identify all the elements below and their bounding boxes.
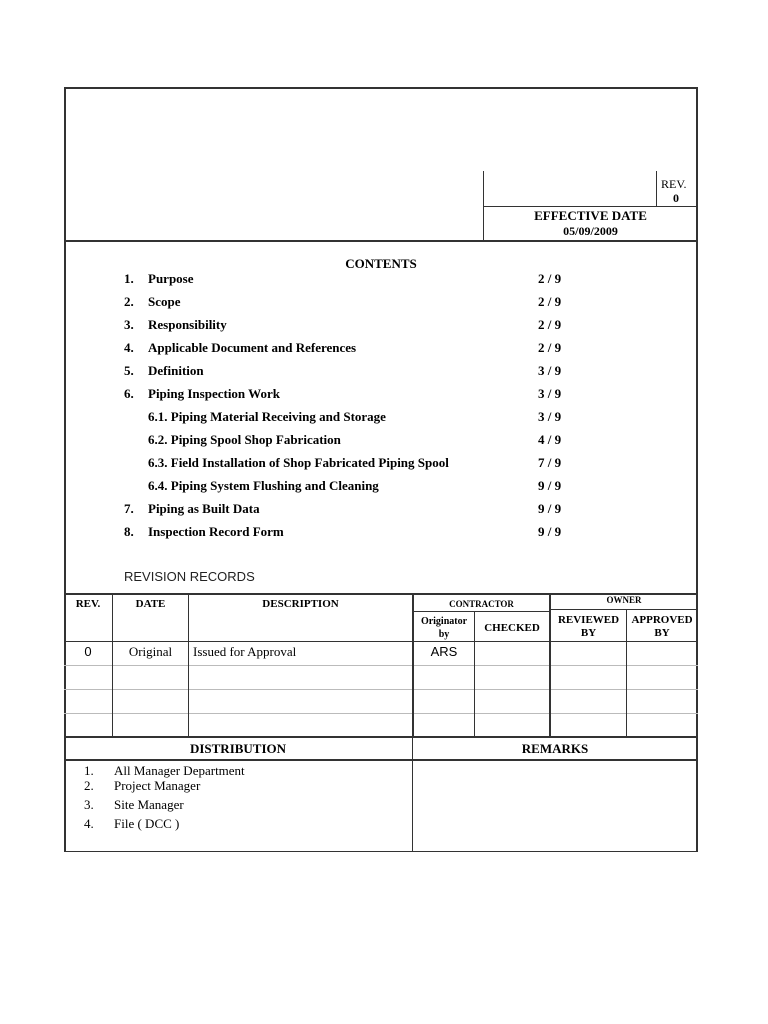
toc-item-num: 4. — [124, 340, 134, 355]
toc-item-title: Applicable Document and References — [148, 340, 357, 355]
col-header-originator-by: by — [438, 629, 450, 640]
toc-item-num: 8. — [124, 524, 134, 539]
toc-item-page: 2 / 9 — [538, 340, 562, 355]
col-header-contractor: CONTRACTOR — [449, 599, 514, 609]
distribution-header-bottom — [64, 759, 698, 761]
toc-item-num: 1. — [124, 271, 134, 286]
col-header-originator: Originator — [420, 616, 468, 627]
toc-item-title: Inspection Record Form — [148, 524, 284, 539]
col-divider — [112, 594, 113, 737]
toc-item-num: 3. — [124, 317, 134, 332]
toc-item-title: Scope — [148, 294, 181, 309]
col-header-description: DESCRIPTION — [262, 598, 339, 610]
toc-item-page: 2 / 9 — [538, 317, 562, 332]
effective-date-label: EFFECTIVE DATE — [534, 208, 647, 223]
distribution-title: DISTRIBUTION — [189, 741, 287, 756]
contents-title: CONTENTS — [345, 256, 417, 271]
revision-cell-rev: 0 — [84, 644, 92, 659]
col-header-approved: APPROVED — [631, 614, 693, 626]
toc-item-page: 3 / 9 — [538, 386, 562, 401]
toc-item-page: 4 / 9 — [538, 432, 562, 447]
toc-subitem-title: 6.2. Piping Spool Shop Fabrication — [148, 432, 341, 447]
rev-label: REV. — [661, 177, 687, 191]
col-header-approved-by: BY — [654, 627, 670, 639]
contractor-split-line — [413, 611, 550, 612]
col-divider — [188, 594, 189, 737]
revision-table-bottom — [64, 736, 698, 738]
distribution-item-num: 3. — [84, 797, 94, 812]
revision-header-bottom — [64, 641, 698, 642]
owner-split-line — [550, 609, 697, 610]
revision-cell-originator: ARS — [430, 644, 458, 659]
distribution-item-label: File ( DCC ) — [114, 816, 180, 831]
distribution-item-label: All Manager Department — [114, 763, 245, 778]
remarks-title: REMARKS — [521, 741, 589, 756]
toc-item-title: Responsibility — [148, 317, 227, 332]
toc-item-page: 3 / 9 — [538, 363, 562, 378]
toc-item-page: 9 / 9 — [538, 501, 562, 516]
revision-records-title: REVISION RECORDS — [124, 569, 255, 584]
toc-item-title: Definition — [148, 363, 204, 378]
distribution-item-num: 2. — [84, 778, 94, 793]
col-header-owner: OWNER — [606, 595, 642, 605]
header-divider-horizontal — [483, 206, 697, 207]
toc-item-page: 3 / 9 — [538, 409, 562, 424]
distribution-item-num: 1. — [84, 763, 94, 778]
effective-date-value: 05/09/2009 — [563, 224, 618, 238]
toc-subitem-title: 6.3. Field Installation of Shop Fabricated Piping Spool — [148, 455, 449, 470]
row-line — [64, 665, 698, 666]
toc-item-num: 5. — [124, 363, 134, 378]
toc-item-page: 7 / 9 — [538, 455, 562, 470]
toc-item-title: Piping as Built Data — [148, 501, 260, 516]
toc-item-num: 2. — [124, 294, 134, 309]
col-header-date: DATE — [135, 598, 166, 610]
revision-cell-date: Original — [128, 644, 173, 659]
distribution-item-label: Project Manager — [114, 778, 201, 793]
revision-cell-description: Issued for Approval — [193, 644, 297, 659]
row-line — [64, 689, 698, 690]
rev-divider-vertical — [656, 171, 657, 207]
distribution-item-label: Site Manager — [114, 797, 184, 812]
toc-item-num: 7. — [124, 501, 134, 516]
toc-item-page: 2 / 9 — [538, 294, 562, 309]
toc-item-page: 9 / 9 — [538, 478, 562, 493]
distribution-item-num: 4. — [84, 816, 94, 831]
toc-item-num: 6. — [124, 386, 134, 401]
col-header-reviewed-by: BY — [580, 627, 597, 639]
col-header-rev: REV. — [75, 598, 101, 610]
toc-subitem-title: 6.4. Piping System Flushing and Cleaning — [148, 478, 379, 493]
toc-item-page: 9 / 9 — [538, 524, 562, 539]
row-line — [64, 713, 698, 714]
toc-subitem-title: 6.1. Piping Material Receiving and Storage — [148, 409, 386, 424]
toc-item-title: Piping Inspection Work — [148, 386, 280, 401]
rev-value: 0 — [673, 191, 679, 205]
toc-item-page: 2 / 9 — [538, 271, 562, 286]
col-header-reviewed: REVIEWED — [557, 614, 620, 626]
col-header-checked: CHECKED — [484, 622, 540, 634]
header-bottom-line — [64, 240, 698, 242]
toc-item-title: Purpose — [148, 271, 194, 286]
